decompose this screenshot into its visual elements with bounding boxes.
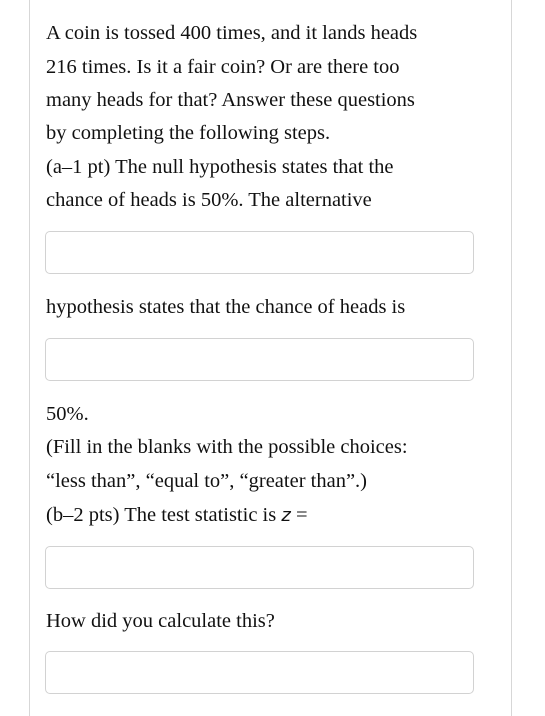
part-b-prefix: (b–2 pts) The test statistic is [46,504,282,526]
fill-instruction-line-1: (Fill in the blanks with the possible choices: [46,436,408,458]
z-variable: z [281,505,291,526]
question-text-line-2: 216 times. Is it a fair coin? Or are there too [46,56,400,78]
question-text-line-3: many heads for that? Answer these questions [46,89,415,111]
part-a-text-line-1: (a–1 pt) The null hypothesis states that the [46,156,394,178]
fill-instruction-line-2: “less than”, “equal to”, “greater than”.) [46,470,367,492]
comparison-choice-input[interactable] [45,338,474,381]
part-a-text-line-2: chance of heads is 50%. The alternative [46,189,372,211]
part-b-text [46,503,308,528]
question-text-line-4: by completing the following steps. [46,122,331,144]
alternative-hypothesis-input[interactable] [45,231,474,274]
part-b-equals: = [290,504,308,526]
calculation-input[interactable] [45,651,474,694]
calculation-prompt: How did you calculate this? [46,610,275,632]
percent-text: 50%. [46,403,89,425]
hypothesis-text: hypothesis states that the chance of heads is [46,296,406,318]
test-statistic-input[interactable] [45,546,474,589]
question-text-line-1: A coin is tossed 400 times, and it lands heads [46,22,418,44]
